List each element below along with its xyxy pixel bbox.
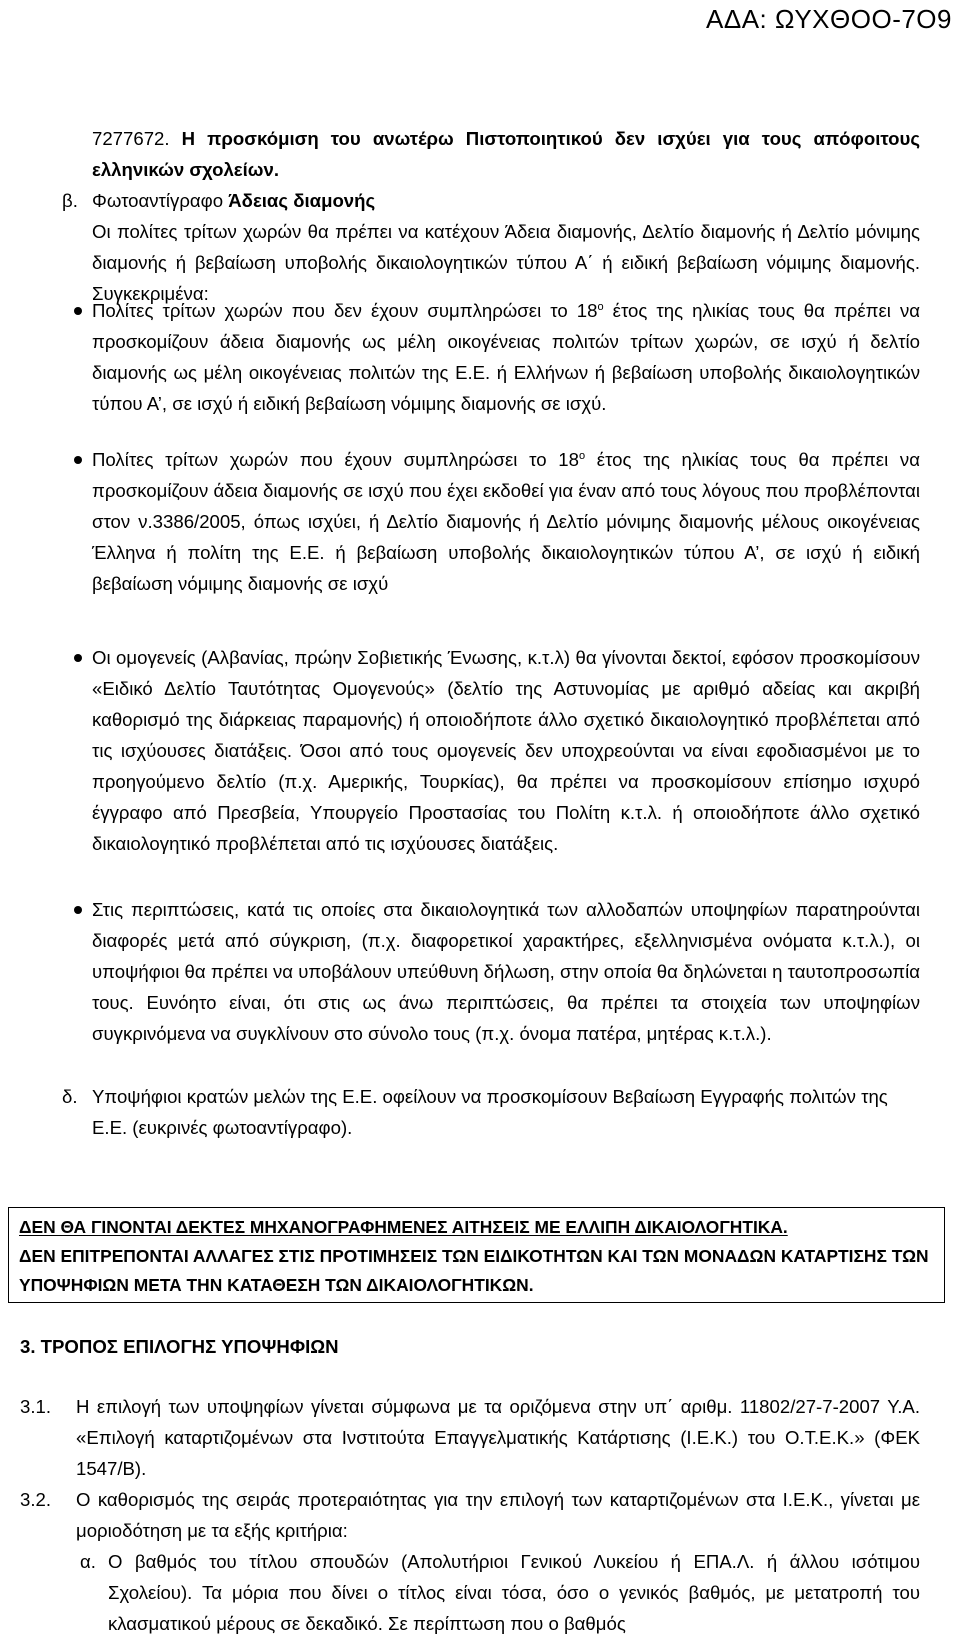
- bullet-item-1: [92, 295, 920, 419]
- section-beta-heading-plain: Φωτοαντίγραφο: [92, 190, 229, 211]
- sub-item-alpha-text: Ο βαθμός του τίτλου σπουδών (Απολυτήριοι Γενικού Λυκείου ή ΕΠΑ.Λ. ή άλλου ισότιμου Σχολείου). Τα μόρια που δίνει ο τίτλος είναι τόσα, όσο ο γενικός βαθμός, με μετατροπή του κλασματικού μέρους σε δεκαδικό. Σε περίπτωση που ο βαθμός: [108, 1551, 920, 1634]
- section-delta-text: Υποψήφιοι κρατών μελών της Ε.Ε. οφείλουν να προσκομίσουν Βεβαίωση Εγγραφής πολιτών της Ε.Ε. (ευκρινές φωτοαντίγραφο).: [92, 1086, 888, 1138]
- bullet-icon: [74, 906, 82, 914]
- section-beta-heading: [92, 185, 920, 216]
- bullet-4-text: Στις περιπτώσεις, κατά τις οποίες στα δικαιολογητικά των αλλοδαπών υποψηφίων παρατηρούνται διαφορές μετά από σύγκριση, (π.χ. διαφορετικοί χαρακτήρες, εξελληνισμένα ονόματα κ.τ.λ.), οι υποψήφιοι θα πρέπει να υποβάλουν υπεύθυνη δήλωση, στην οποία θα δηλώνεται η ταυτοπροσωπία τους. Ευνόητο είναι, ότι στις ως άνω περιπτώσεις, θα πρέπει τα στοιχεία των υποψηφίων συγκρινόμενα να συγκλίνουν στο σύνολο τους (π.χ. όνομα πατέρα, μητέρας κ.τ.λ.).: [92, 899, 920, 1044]
- notice-box: [8, 1207, 945, 1303]
- top-note: [92, 123, 920, 185]
- notice-line-2: ΔΕΝ ΕΠΙΤΡΕΠΟΝΤΑΙ ΑΛΛΑΓΕΣ ΣΤΙΣ ΠΡΟΤΙΜΗΣΕΙΣ ΤΩΝ ΕΙΔΙΚΟΤΗΤΩΝ ΚΑΙ ΤΩΝ ΜΟΝΑΔΩΝ ΚΑΤΑΡΤΙΣΗΣ ΤΩΝ ΥΠΟΨΗΦΙΩΝ ΜΕΤΑ ΤΗΝ ΚΑΤΑΘΕΣΗ ΤΩΝ ΔΙΚΑΙΟΛΟΓΗΤΙΚΩΝ.: [19, 1246, 929, 1295]
- item-3-1-number: 3.1.: [20, 1396, 52, 1417]
- bullet-2-text-a: Πολίτες τρίτων χωρών που έχουν συμπληρώσει το 18: [92, 449, 579, 470]
- ada-code: ΑΔΑ: ΩΥΧΘΟΟ-7Ο9: [706, 4, 952, 34]
- item-3-2-number: 3.2.: [20, 1489, 52, 1510]
- bullet-item-2: [92, 444, 920, 599]
- bullet-3-text: Οι ομογενείς (Αλβανίας, πρώην Σοβιετικής Ένωσης, κ.τ.λ) θα γίνονται δεκτοί, εφόσον προσκομίσουν «Ειδικό Δελτίο Ταυτότητας Ομογενούς» (δελτίο της Αστυνομίας με αριθμό αδείας και ακριβή καθορισμό της διάρκειας παραμονής) ή οποιοδήποτε άλλο σχετικό δικαιολογητικό προβλέπεται από τις ισχύουσες διατάξεις. Όσοι από τους ομογενείς δεν υποχρεούνται να είναι εφοδιασμένοι με το προηγούμενο δελτίο (π.χ. Αμερικής, Τουρκίας), θα πρέπει να προσκομίσουν επίσημο ισχυρό έγγραφο από Πρεσβεία, Υπουργείο Προστασίας του Πολίτη κ.τ.λ. ή οποιοδήποτε άλλο σχετικό δικαιολογητικό προβλέπεται από τις ισχύουσες διατάξεις.: [92, 647, 920, 854]
- sub-item-alpha-marker: α.: [80, 1551, 96, 1572]
- section-delta-marker: δ.: [62, 1086, 78, 1107]
- bullet-2-text-b: έτος της ηλικίας τους θα πρέπει να προσκομίζουν άδεια διαμονής σε ισχύ που έχει εκδοθεί για έναν από τους λόγους που προβλέπονται στον ν.3386/2005, όπως ισχύει, ή Δελτίο διαμονής ή Δελτίο μόνιμης διαμονής μέλους οικογένειας Έλληνα ή πολίτη της Ε.Ε. ή βεβαίωση υποβολής δικαιολογητικών τύπου Α’, σε ισχύ ή ειδική βεβαίωση νόμιμης διαμονής σε ισχύ: [92, 449, 920, 594]
- section-3-heading: 3. ΤΡΟΠΟΣ ΕΠΙΛΟΓΗΣ ΥΠΟΨΗΦΙΩΝ: [20, 1336, 339, 1357]
- bullet-icon: [74, 456, 82, 464]
- bullet-icon: [74, 307, 82, 315]
- section-beta-paragraph-text: Οι πολίτες τρίτων χωρών θα πρέπει να κατέχουν Άδεια διαμονής, Δελτίο διαμονής ή Δελτίο μόνιμης διαμονής ή βεβαίωση υποβολής δικαιολογητικών τύπου Α΄ ή ειδική βεβαίωση νόμιμης διαμονής.: [92, 221, 920, 273]
- section-beta-marker: β.: [62, 190, 78, 211]
- section-beta-paragraph-tail: Συγκεκριμένα:: [92, 283, 209, 304]
- bullet-item-4: [92, 894, 920, 1049]
- bullet-1-sup: ο: [597, 300, 604, 313]
- item-3-1-text: Η επιλογή των υποψηφίων γίνεται σύμφωνα με τα οριζόμενα στην υπ΄ αριθμ. 11802/27-7-2007 Υ.Α. «Επιλογή καταρτιζομένων στα Ινστιτούτα Επαγγελματικής Κατάρτισης (Ι.Ε.Κ.) του Ο.Τ.Ε.Κ.» (ΦΕΚ 1547/Β).: [76, 1396, 920, 1479]
- notice-line-1: ΔΕΝ ΘΑ ΓΙΝΟΝΤΑΙ ΔΕΚΤΕΣ ΜΗΧΑΝΟΓΡΑΦΗΜΕΝΕΣ ΑΙΤΗΣΕΙΣ ΜΕ ΕΛΛΙΠΗ ΔΙΚΑΙΟΛΟΓΗΤΙΚΑ.: [19, 1217, 788, 1237]
- item-3-2-text: Ο καθορισμός της σειράς προτεραιότητας για την επιλογή των καταρτιζομένων στα Ι.Ε.Κ., γίνεται με μοριοδότηση με τα εξής κριτήρια:: [76, 1489, 920, 1541]
- bullet-1-text-b: έτος της ηλικίας τους θα πρέπει να προσκομίζουν άδεια διαμονής ως μέλη οικογένειας πολιτών τρίτων χωρών, σε ισχύ ή δελτίο διαμονής ως μέλη οικογένειας πολιτών της Ε.Ε. ή Ελλήνων ή βεβαίωση υποβολής δικαιολογητικών τύπου Α’, σε ισχύ ή ειδική βεβαίωση νόμιμης διαμονής σε ισχύ.: [92, 300, 920, 414]
- top-note-text: Η προσκόμιση του ανωτέρω Πιστοποιητικού δεν ισχύει για τους απόφοιτους ελληνικών σχολείων.: [92, 128, 920, 180]
- bullet-2-sup: ο: [578, 449, 586, 462]
- bullet-icon: [74, 654, 82, 662]
- section-beta-heading-bold: Άδειας διαμονής: [228, 190, 376, 211]
- bullet-item-3: [92, 642, 920, 859]
- top-note-number: 7277672.: [92, 128, 170, 149]
- bullet-1-text-a: Πολίτες τρίτων χωρών που δεν έχουν συμπληρώσει το 18: [92, 300, 598, 321]
